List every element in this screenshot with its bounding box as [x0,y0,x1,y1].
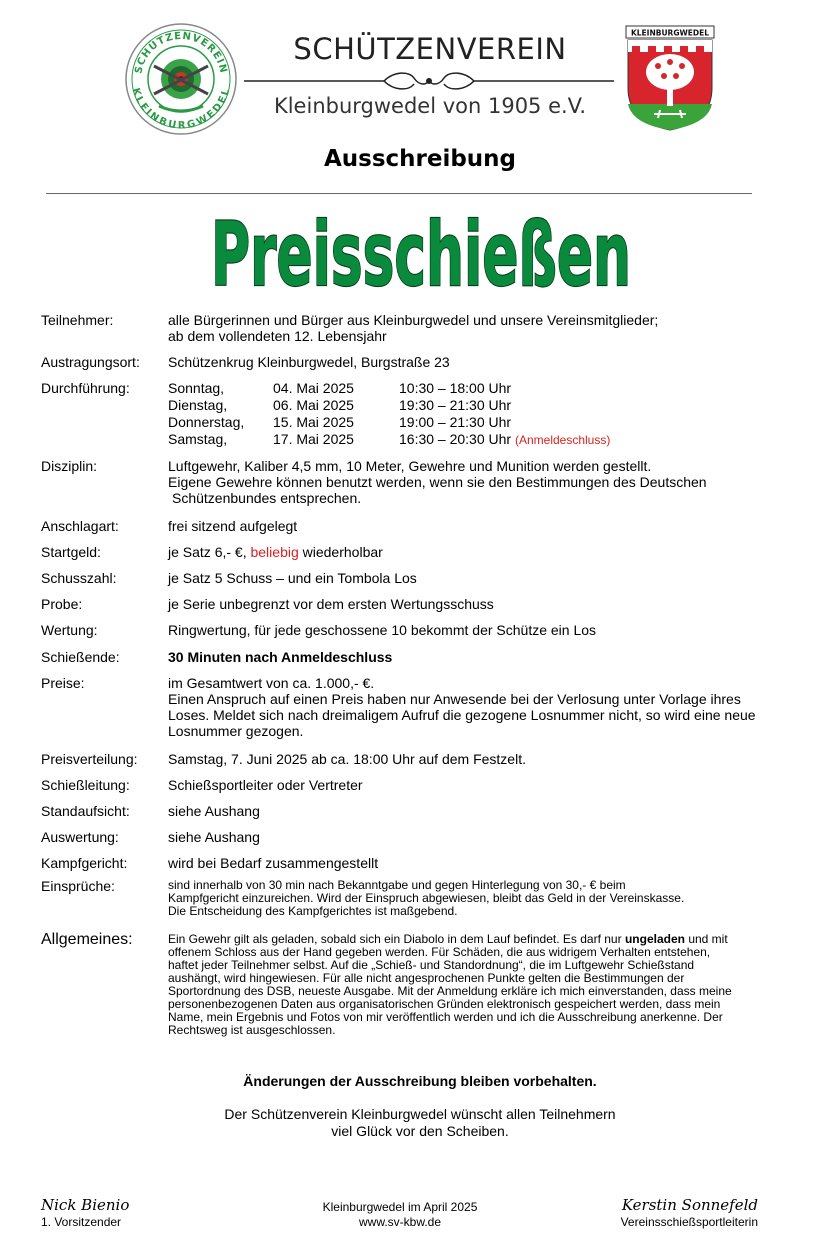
label-schiessende: Schießende: [41,649,120,665]
value-standaufsicht: siehe Aushang [168,803,260,819]
value-preise: im Gesamtwert von ca. 1.000,- €. Einen Anspruch auf einen Preis haben nur Anwesende bei der Verlosung unter Vorlage ihres Loses. Meldet sich nach dreimaligem Aufruf die gezogene Losnummer nicht, so wird eine neue Losnummer gezogen. [168,675,756,739]
label-kampfgericht: Kampfgericht: [41,855,128,871]
value-disziplin: Luftgewehr, Kaliber 4,5 mm, 10 Meter, Gewehre und Munition werden gestellt. Eigene Gewehre können benutzt werden, wenn sie den Bestimmungen des Deutschen Schützenbundes entsprechen. [168,458,707,506]
role-left: 1. Vorsitzender [41,1215,122,1229]
label-schusszahl: Schusszahl: [41,570,117,586]
closing-wish: Der Schützenverein Kleinburgwedel wünscht allen Teilnehmern viel Glück vor den Scheiben. [224,1106,616,1139]
label-preisverteilung: Preisverteilung: [41,751,138,767]
club-subtitle: Kleinburgwedel von 1905 e.V. [273,94,587,118]
footer-center: Kleinburgwedel im April 2025 www.sv-kbw.de [322,1200,478,1229]
flourish-divider [244,66,614,96]
label-standaufsicht: Standaufsicht: [41,803,130,819]
label-preise: Preise: [41,675,85,691]
highlight-beliebig: beliebig [250,544,299,560]
logo-bottom-text: KLEINBURGWEDEL [129,86,233,132]
crest-text: KLEINBURGWEDEL [630,28,710,38]
label-durchfuehrung: Durchführung: [41,380,130,396]
club-name: SCHÜTZENVEREIN [293,32,567,66]
role-right: Vereinsschießsportleiterin [620,1215,758,1229]
doc-type-heading: Ausschreibung [323,146,517,172]
value-schiessleitung: Schießsportleiter oder Vertreter [168,777,363,793]
label-probe: Probe: [41,596,83,612]
title-text: Preisschießen [211,203,631,306]
label-startgeld: Startgeld: [41,544,101,560]
label-austragungsort: Austragungsort: [41,354,140,370]
label-schiessleitung: Schießleitung: [41,777,130,793]
value-schusszahl: je Satz 5 Schuss – und ein Tombola Los [168,570,417,586]
value-einsprueche: sind innerhalb von 30 min nach Bekanntgabe und gegen Hinterlegung von 30,- € beim Kampfgericht einzureichen. Wird der Einspruch abgewiesen, bleibt das Geld in der Vereinskasse. Die Entscheidung des Kampfgerichtes ist maßgebend. [168,878,685,918]
main-title [208,203,634,306]
closing-notice: Änderungen der Ausschreibung bleiben vorbehalten. [243,1073,597,1089]
signature-right: Kerstin Sonnefeld [621,1196,758,1214]
label-auswertung: Auswertung: [41,829,119,845]
label-allgemeines: Allgemeines: [41,931,133,948]
value-kampfgericht: wird bei Bedarf zusammengestellt [168,855,379,871]
label-teilnehmer: Teilnehmer: [41,312,114,328]
logo-top-text: SCHÜTZENVEREIN [133,30,229,75]
heading-rule [46,193,752,194]
value-austragungsort: Schützenkrug Kleinburgwedel, Burgstraße 23 [168,354,450,370]
value-anschlagart: frei sitzend aufgelegt [168,518,298,534]
deadline-note: (Anmeldeschluss) [514,433,611,447]
label-einsprueche: Einsprüche: [41,878,115,894]
label-wertung: Wertung: [41,622,98,638]
value-allgemeines: Ein Gewehr gilt als geladen, sobald sich ein Diabolo in dem Lauf befindet. Es darf nur ungeladen und mit offenem Schloss aus der Hand gegeben werden. Für Schäden, die aus widrigem Verhalten entstehen, haftet jeder Teilnehmer selbst. Auf die „Schieß- und Standordnung“, die im Luftgewehr Schießstand aushängt, wird hingewiesen. Für alle nicht angesprochenen Punkte gelten die Bestimmungen der Sportordnung des DSB, neueste Ausgabe. Mit der Anmeldung erkläre ich mich einverstanden, dass meine personenbezogenen Daten aus organisatorischen Gründen elektronisch gespeichert werden, dass mein Name, mein Ergebnis und Fotos von mir veröffentlich werden und ich die Ausschreibung anerkenne. Der Rechtsweg ist ausgeschlossen. [168,932,732,1037]
label-anschlagart: Anschlagart: [41,518,119,534]
value-teilnehmer: alle Bürgerinnen und Bürger aus Kleinburgwedel und unsere Vereinsmitglieder; ab dem vollendeten 12. Lebensjahr [168,312,659,344]
signature-left: Nick Bienio [41,1196,130,1214]
town-crest [624,24,716,132]
value-probe: je Serie unbegrenzt vor dem ersten Wertungsschuss [168,596,494,612]
label-disziplin: Disziplin: [41,458,98,474]
value-wertung: Ringwertung, für jede geschossene 10 bekommt der Schütze ein Los [168,622,597,638]
value-schiessende: 30 Minuten nach Anmeldeschluss [168,649,393,665]
club-logo [124,22,238,136]
value-auswertung: siehe Aushang [168,829,260,845]
value-preisverteilung: Samstag, 7. Juni 2025 ab ca. 18:00 Uhr auf dem Festzelt. [168,751,526,767]
value-startgeld: je Satz 6,- €, beliebig wiederholbar [168,544,383,560]
